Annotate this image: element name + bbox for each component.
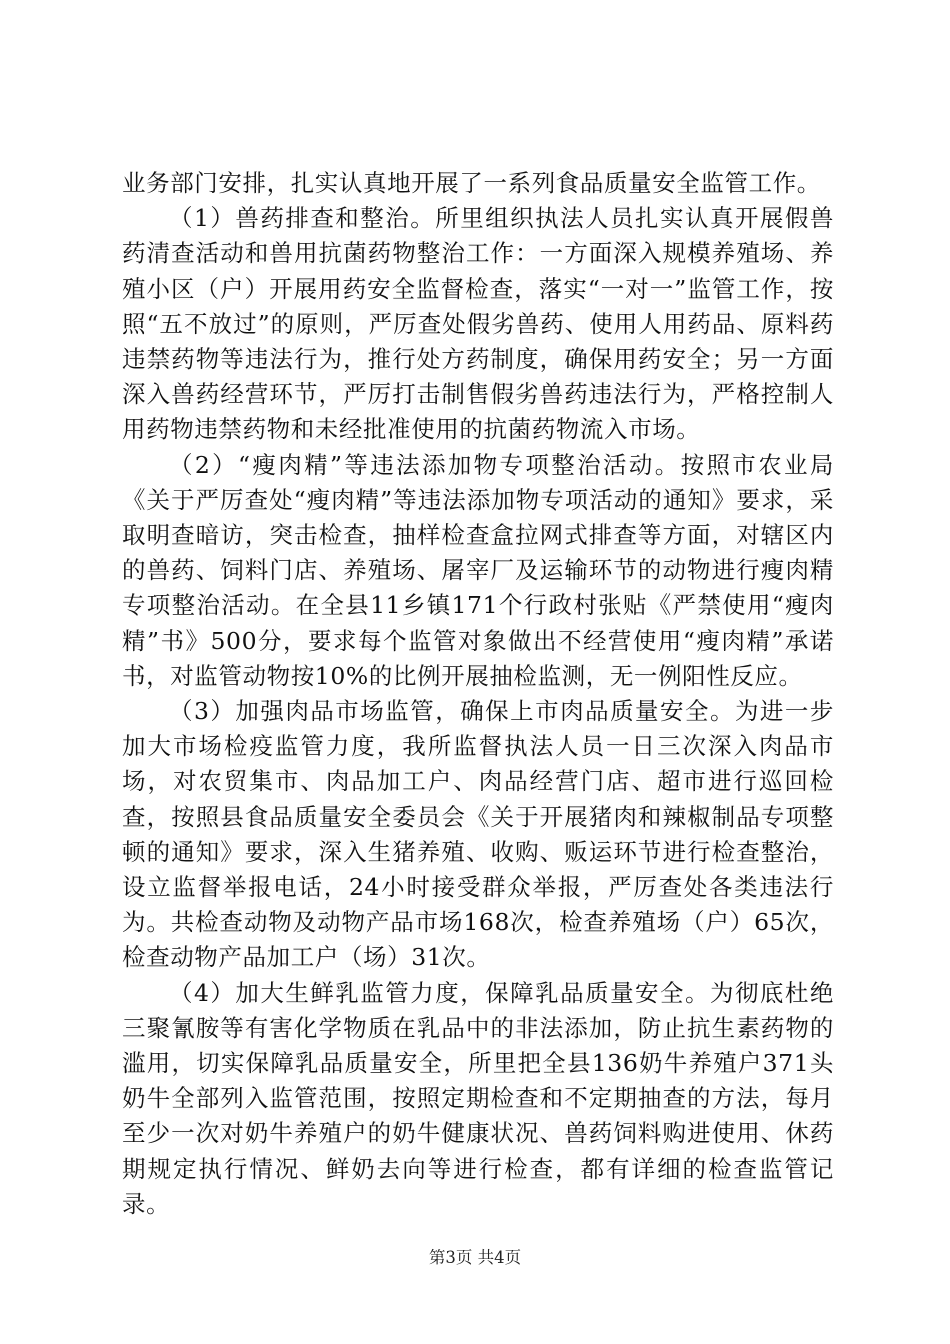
paragraph-clenbuterol-campaign: （2）“瘦肉精”等违法添加物专项整治活动。按照市农业局《关于严厉查处“瘦肉精”等违法添加物专项活动的通知》要求，采取明查暗访，突击检查，抽样检查盒拉网式排查等方面，对辖区内的兽药、饲料门店、养殖场、屠宰厂及运输环节的动物进行瘦肉精专项整治活动。在全县11乡镇171个行政村张贴《严禁使用“瘦肉精”书》500分，要求每个监管对象做出不经营使用“瘦肉精”承诺书，对监管动物按10%的比例开展抽检监测，无一例阳性反应。 — [122, 450, 834, 690]
paragraph-continuation: 业务部门安排，扎实认真地开展了一系列食品质量安全监管工作。 — [122, 169, 821, 197]
paragraph-raw-milk: （4）加大生鲜乳监管力度，保障乳品质量安全。为彻底杜绝三聚氰胺等有害化学物质在乳品中的非法添加，防止抗生素药物的滥用，切实保障乳品质量安全，所里把全县136奶牛养殖户371头奶牛全部列入监管范围，按照定期检查和不定期抽查的方法，每月至少一次对奶牛养殖户的奶牛健康状况、兽药饲料购进使用、休药期规定执行情况、鲜奶去向等进行检查，都有详细的检查监管记录。 — [122, 978, 834, 1218]
paragraph-meat-market: （3）加强肉品市场监管，确保上市肉品质量安全。为进一步加大市场检疫监管力度，我所监督执法人员一日三次深入肉品市场，对农贸集市、肉品加工户、肉品经营门店、超市进行巡回检查，按照县食品质量安全委员会《关于开展猪肉和辣椒制品专项整顿的通知》要求，深入生猪养殖、收购、贩运环节进行检查整治，设立监督举报电话，24小时接受群众举报，严厉查处各类违法行为。共检查动物及动物产品市场168次，检查养殖场（户）65次，检查动物产品加工户（场）31次。 — [122, 697, 834, 972]
document-body — [122, 166, 834, 1222]
page-footer — [0, 1247, 950, 1269]
page-number-label: 第3页 共4页 — [428, 1248, 522, 1267]
paragraph-veterinary-drugs: （1）兽药排查和整治。所里组织执法人员扎实认真开展假兽药清查活动和兽用抗菌药物整治工作：一方面深入规模养殖场、养殖小区（户）开展用药安全监督检查，落实“一对一”监管工作，按照“五不放过”的原则，严厉查处假劣兽药、使用人用药品、原料药违禁药物等违法行为，推行处方药制度，确保用药安全；另一方面深入兽药经营环节，严厉打击制售假劣兽药违法行为，严格控制人用药物违禁药物和未经批准使用的抗菌药物流入市场。 — [122, 204, 834, 444]
